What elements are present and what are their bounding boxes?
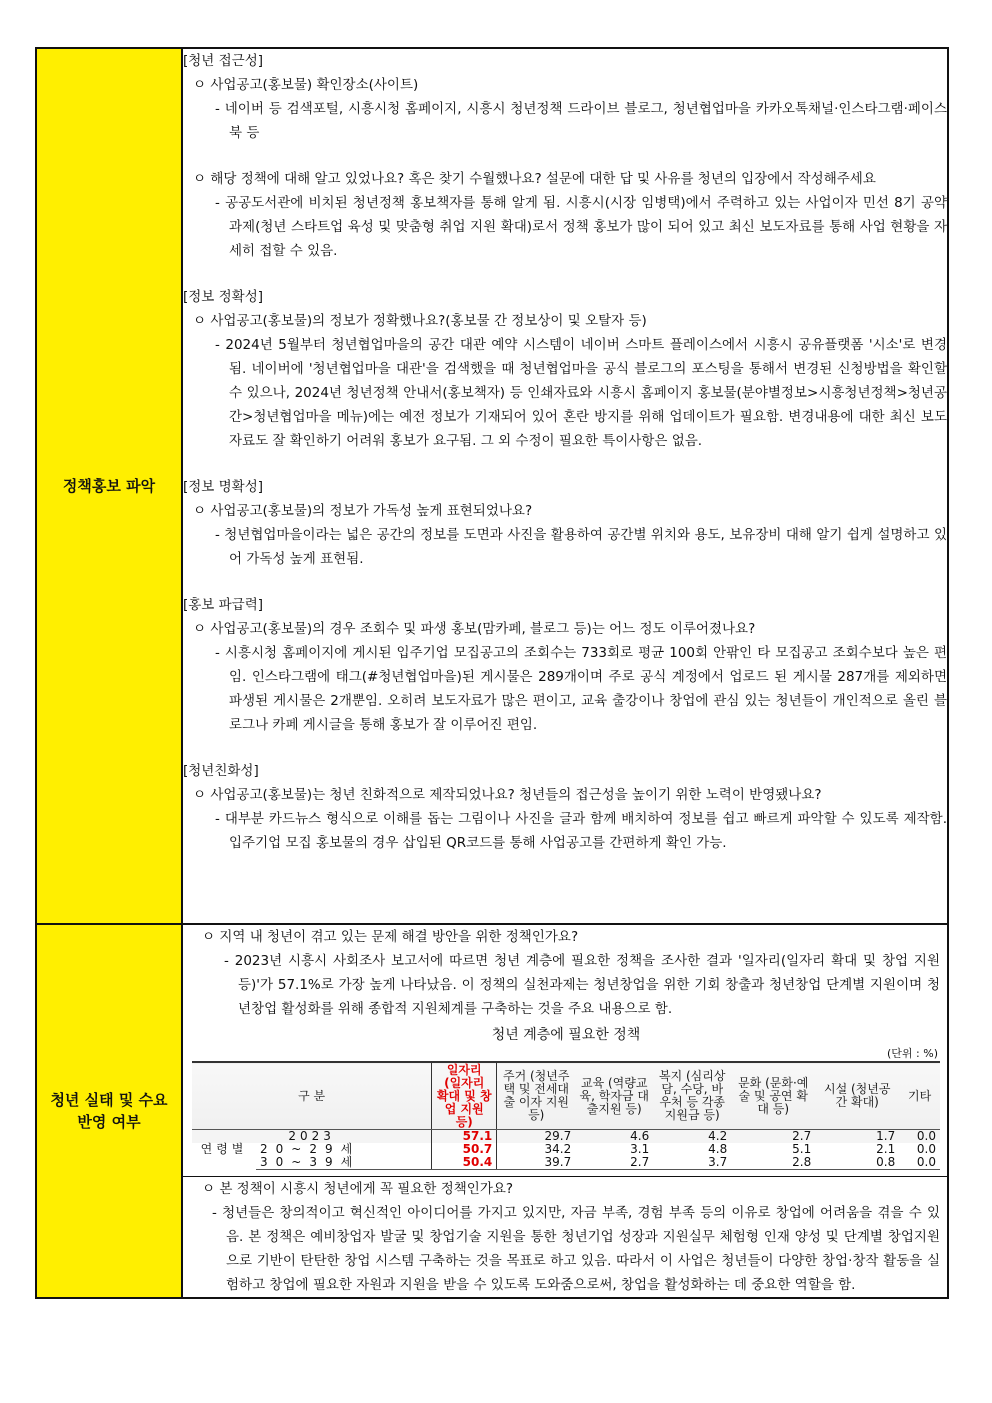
column-header: 기타 — [899, 1062, 940, 1130]
cell: 0.0 — [916, 1142, 936, 1156]
table-caption: 청년 계층에 필요한 정책 — [491, 1027, 641, 1043]
cell: 4.8 — [708, 1142, 728, 1156]
column-header: 교육 (역량교육, 학자금 대출지원 등) — [575, 1062, 653, 1130]
section-heading: [청년친화성] — [183, 763, 259, 779]
cell: 4.2 — [653, 1130, 731, 1144]
cell: 2.7 — [575, 1156, 653, 1170]
cell: 1.7 — [815, 1130, 899, 1144]
section-heading: [홍보 파급력] — [183, 597, 264, 613]
column-header: 시설 (청년공간 확대) — [815, 1062, 899, 1130]
youth-needs-content — [182, 924, 948, 1298]
row-label-line: 청년 실태 및 수요 — [50, 1091, 168, 1109]
cell: 2.1 — [876, 1142, 896, 1156]
section-reach — [183, 593, 947, 737]
cell: 50.7 — [432, 1143, 497, 1156]
cell: 2.8 — [731, 1156, 815, 1170]
answer-item: - 2024년 5월부터 청년협업마을의 공간 대관 예약 시스템이 네이버 스마트 플레이스에서 시흥시 공유플랫폼 '시소'로 변경됨. 네이버에 '청년협업마을 대관'을 검색했을 때 청년협업마을 공식 블로그의 포스팅을 통해서 변경된 신청방법을 확인할 수 있으나, 2024년 청년정책 안내서(홍보책자) 등 인쇄자료와 시흥시 홈페이지 홍보물(분야별정보>시흥청년정책>청년공간>청년협업마을 메뉴)에는 예전 정보가 기재되어 있어 혼란 방지를 위해 업데이트가 필요함. 변경내용에 대한 최신 보도자료도 잘 확인하기 어려워 홍보가 요구됨. 그 외 수정이 필요한 특이사항은 없음. — [183, 333, 947, 453]
row-label: 20~29세 — [260, 1142, 361, 1156]
question-item: ㅇ 사업공고(홍보물) 확인장소(사이트) — [183, 73, 947, 97]
cell: 39.7 — [497, 1156, 576, 1170]
cell: 0.0 — [899, 1130, 940, 1144]
table-row — [192, 1156, 940, 1170]
section-heading: [청년 접근성] — [183, 53, 264, 69]
cell: 0.8 — [815, 1156, 899, 1170]
answer-item: - 청년들은 창의적이고 혁신적인 아이디어를 가지고 있지만, 자금 부족, 경험 부족 등의 이유로 창업에 어려움을 겪을 수 있음. 본 정책은 예비창업자 발굴 및 창업기술 지원을 통한 청년기업 성장과 지원실무 체험형 인재 양성 및 단계별 창업지원으로 기반이 탄탄한 창업 시스템 구축하는 것을 목표로 하고 있음. 따라서 이 사업은 청년들이 다양한 창업·창작 활동을 실험하고 창업에 필요한 자원과 지원을 받을 수 있도록 도와줌으로써, 창업을 활성화하는 데 중요한 역할을 함. — [192, 1201, 940, 1297]
column-header: 주거 (청년주택 및 전세대출 이자 지원 등) — [497, 1062, 576, 1130]
section-clarity — [183, 475, 947, 571]
cell: 3.7 — [653, 1156, 731, 1170]
answer-item: - 대부분 카드뉴스 형식으로 이해를 돕는 그림이나 사진을 글과 함께 배치하여 정보를 쉽고 빠르게 파악할 수 있도록 제작함. 입주기업 모집 홍보물의 경우 삽입된 QR코드를 통해 사업공고를 간편하게 확인 가능. — [183, 807, 947, 855]
question-item: ㅇ 사업공고(홍보물)의 정보가 가독성 높게 표현되었나요? — [183, 499, 947, 523]
row-label: 30~39세 — [256, 1156, 432, 1170]
document-page — [35, 47, 949, 1299]
needs-stat-table — [192, 1061, 940, 1170]
row-label-youth-needs — [36, 924, 182, 1298]
question-item: ㅇ 해당 정책에 대해 알고 있었나요? 혹은 찾기 수월했나요? 설문에 대한 답 및 사유를 청년의 입장에서 작성해주세요 — [183, 167, 947, 191]
cell: 0.0 — [899, 1156, 940, 1170]
question-item: ㅇ 사업공고(홍보물)의 정보가 정확했나요?(홍보물 간 정보상이 및 오탈자 등) — [183, 309, 947, 333]
row-label: 2023 — [192, 1130, 432, 1144]
answer-item: - 네이버 등 검색포털, 시흥시청 홈페이지, 시흥시 청년정책 드라이브 블로그, 청년협업마을 카카오톡채널·인스타그램·페이스북 등 — [183, 97, 947, 145]
column-header: 복지 (심리상담, 수당, 바우처 등 각종 지원금 등) — [653, 1062, 731, 1130]
question-item: ㅇ 지역 내 청년이 겪고 있는 문제 해결 방안을 위한 정책인가요? — [192, 925, 940, 949]
row-label-line: 반영 여부 — [77, 1113, 141, 1131]
answer-item: - 2023년 시흥시 사회조사 보고서에 따르면 청년 계층에 필요한 정책을 조사한 결과 '일자리(일자리 확대 및 창업 지원 등)'가 57.1%로 가장 높게 나타났음. 이 정책의 실천과제는 청년창업을 위한 기회 창출과 청년창업 단계별 지원이며 청년창업 활성화를 위해 종합적 지원체계를 구축하는 것을 주요 내용으로 함. — [192, 949, 940, 1021]
cell: 2.7 — [731, 1130, 815, 1144]
question-item: ㅇ 사업공고(홍보물)의 경우 조회수 및 파생 홍보(맘카페, 블로그 등)는 어느 정도 이루어졌나요? — [183, 617, 947, 641]
cell: 50.4 — [432, 1156, 497, 1170]
column-header: 문화 (문화·예술 및 공연 확대 등) — [731, 1062, 815, 1130]
row-label-policy-promotion — [36, 48, 182, 924]
answer-item: - 시흥시청 홈페이지에 게시된 입주기업 모집공고의 조회수는 733회로 평균 100회 안팎인 타 모집공고 조회수보다 높은 편임. 인스타그램에 태그(#청년협업마을)된 게시물은 289개이며 주로 공식 계정에서 업로드 된 게시물 287개를 제외하면 파생된 게시물은 2개뿐임. 오히려 보도자료가 많은 편이고, 교육 출강이나 창업에 관심 있는 청년들이 개인적으로 올린 블로그나 카페 게시글을 통해 홍보가 잘 이루어진 편임. — [183, 641, 947, 737]
answer-item: - 공공도서관에 비치된 청년정책 홍보책자를 통해 알게 됨. 시흥시(시장 임병택)에서 주력하고 있는 사업이자 민선 8기 공약 과제(청년 스타트업 육성 및 맞춤형 취업 지원 확대)로서 정책 홍보가 많이 되어 있고 최신 보도자료를 통해 사업 현황을 자세히 접할 수 있음. — [183, 191, 947, 263]
cell: 29.7 — [497, 1130, 576, 1144]
cell: 5.1 — [792, 1142, 812, 1156]
cell: 4.6 — [575, 1130, 653, 1144]
section-heading: [정보 정확성] — [183, 289, 264, 305]
policy-promotion-content — [182, 48, 948, 924]
question-item: ㅇ 사업공고(홍보물)는 청년 친화적으로 제작되었나요? 청년들의 접근성을 높이기 위한 노력이 반영됐나요? — [183, 783, 947, 807]
section-youth-friendly — [183, 759, 947, 855]
section-heading: [정보 명확성] — [183, 479, 264, 495]
column-header: 일자리 (일자리 확대 및 창업 지원 등) — [432, 1062, 497, 1130]
row-label-text: 정책홍보 파악 — [62, 477, 156, 495]
section-accuracy — [183, 285, 947, 453]
answer-item: - 청년협업마을이라는 넓은 공간의 정보를 도면과 사진을 활용하여 공간별 위치와 용도, 보유장비 대해 알기 쉽게 설명하고 있어 가독성 높게 표현됨. — [183, 523, 947, 571]
question-item: ㅇ 본 정책이 시흥시 청년에게 꼭 필요한 정책인가요? — [192, 1177, 940, 1201]
cell: 3.1 — [630, 1142, 650, 1156]
table-corner: 구 분 — [192, 1062, 432, 1130]
row-group-label: 연령별 — [200, 1142, 248, 1156]
unit-note: (단위 : %) — [887, 1047, 938, 1060]
necessity-section — [183, 1176, 947, 1297]
cell: 34.2 — [544, 1142, 572, 1156]
section-accessibility — [183, 49, 947, 263]
table-row — [192, 1130, 940, 1144]
cell: 57.1 — [432, 1130, 497, 1144]
report-table — [35, 47, 949, 1299]
